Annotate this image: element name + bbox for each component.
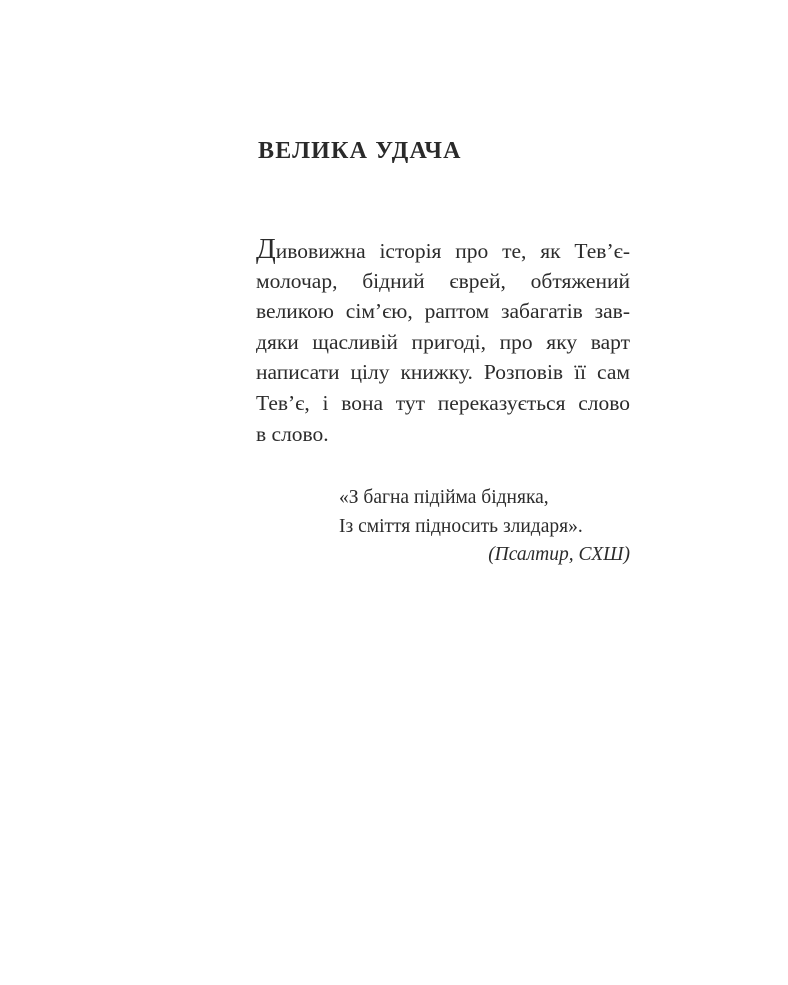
- summary-line: дяки щасливій пригоді, про яку варт: [256, 329, 630, 354]
- summary-line: написати цілу книжку. Розповів її сам: [256, 360, 630, 385]
- chapter-title: ВЕЛИКА УДАЧА: [258, 138, 462, 164]
- drop-cap: Д: [256, 233, 276, 265]
- summary-line: Тев’є, і вона тут переказується слово: [256, 390, 630, 415]
- summary-line: великою сім’єю, раптом забагатів зав-: [256, 299, 630, 324]
- summary-line: в слово.: [256, 421, 329, 446]
- summary-line: [256, 235, 630, 266]
- epigraph-source: (Псалтир, СХШ): [488, 544, 630, 565]
- epigraph: [339, 484, 630, 570]
- chapter-summary: [256, 235, 630, 449]
- epigraph-verse: «З багна підійма бідняка,: [339, 487, 549, 508]
- epigraph-verse: Із сміття підносить злидаря».: [339, 515, 583, 537]
- summary-line: молочар, бідний єврей, обтяжений: [256, 268, 630, 293]
- summary-line-text: ивовижна історія про те, як Тев’є-: [275, 239, 630, 263]
